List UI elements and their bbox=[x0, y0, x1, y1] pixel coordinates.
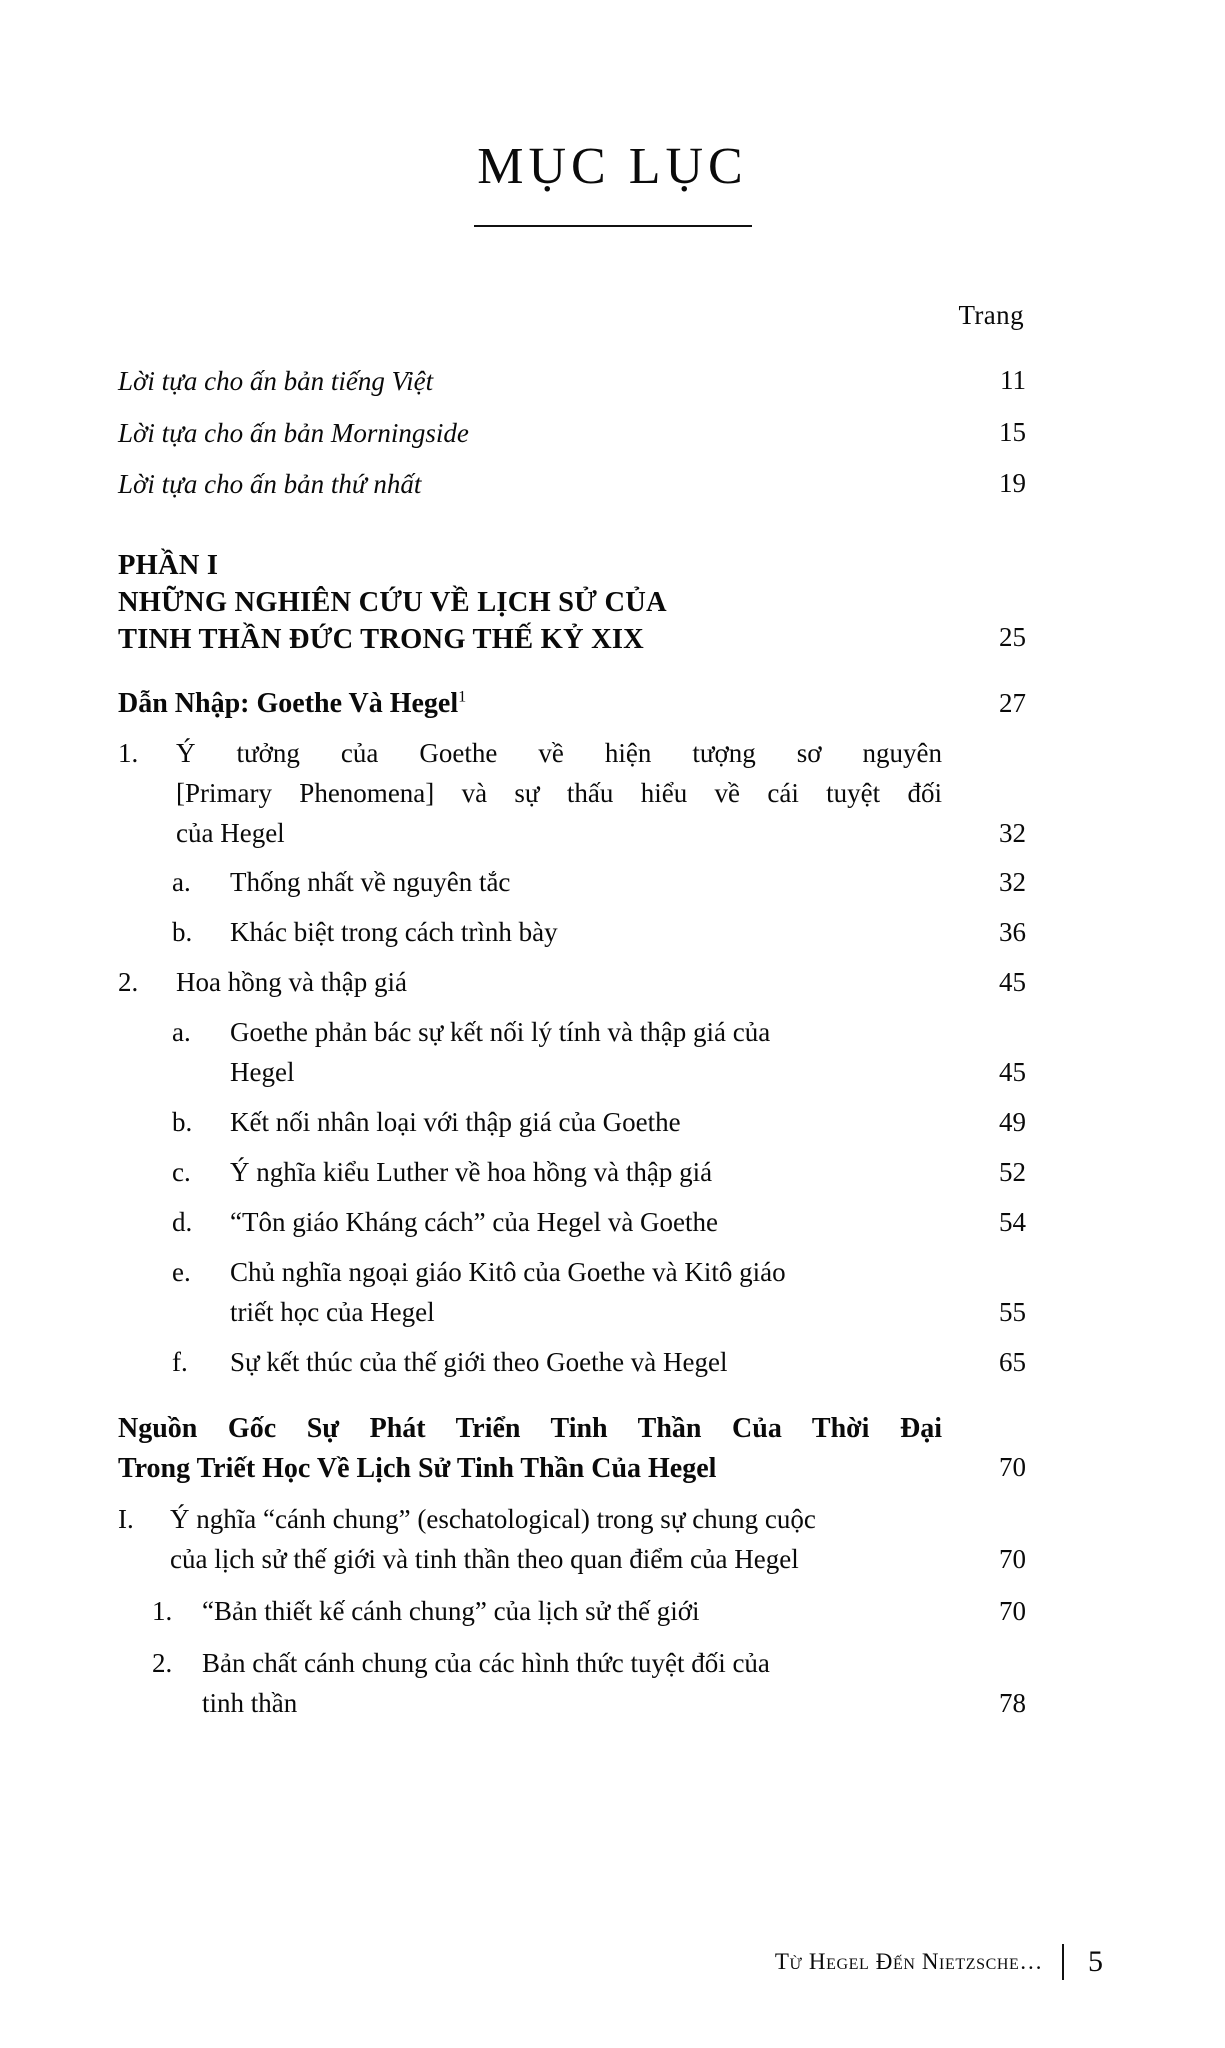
toc-item-text: Thống nhất về nguyên tắc bbox=[230, 867, 511, 898]
toc-item-marker: 2. bbox=[118, 967, 139, 998]
toc-item-marker: b. bbox=[172, 917, 193, 948]
toc-entry-page: 15 bbox=[999, 416, 1026, 447]
page-column-header: Trang bbox=[958, 300, 1024, 330]
toc-chapter-origins[interactable] bbox=[118, 1409, 1026, 1489]
toc-part-label bbox=[118, 547, 968, 658]
toc-entry-front-1[interactable] bbox=[118, 361, 1026, 402]
toc-item-text: “Tôn giáo Kháng cách” của Hegel và Goethe bbox=[230, 1207, 719, 1238]
toc-entry-page: 11 bbox=[1000, 365, 1026, 395]
toc-item-I-1[interactable] bbox=[118, 1592, 1026, 1632]
toc-item-page: 70 bbox=[999, 1596, 1026, 1627]
toc-chapter-page: 70 bbox=[999, 1452, 1026, 1483]
toc-item-I-2[interactable] bbox=[118, 1644, 1026, 1724]
toc-item-page: 65 bbox=[999, 1346, 1026, 1377]
toc-item-2c[interactable] bbox=[118, 1153, 1026, 1193]
toc-entry-label: Lời tựa cho ấn bản thứ nhất bbox=[118, 469, 422, 499]
toc-item-label bbox=[118, 1343, 968, 1383]
toc-chapter-page: 27 bbox=[999, 687, 1026, 718]
toc-part-page: 25 bbox=[999, 621, 1026, 652]
toc-item-marker: I. bbox=[118, 1504, 134, 1535]
toc-item-line-1: Ý nghĩa “cánh chung” (eschatological) trong sự chung cuộc bbox=[170, 1504, 816, 1535]
toc-item-line-2: tinh thần bbox=[202, 1688, 298, 1719]
toc-item-text: Khác biệt trong cách trình bày bbox=[230, 917, 558, 948]
toc-item-line-1: Bản chất cánh chung của các hình thức tuyệt đối của bbox=[202, 1648, 770, 1679]
page-title: MỤC LỤC bbox=[477, 138, 748, 195]
toc-item-text: Ý nghĩa kiểu Luther về hoa hồng và thập giá bbox=[230, 1157, 713, 1188]
toc-item-label bbox=[118, 1253, 968, 1333]
toc-entry-label: Lời tựa cho ấn bản Morningside bbox=[118, 417, 469, 448]
toc-item-page: 78 bbox=[999, 1688, 1026, 1719]
toc-item-marker: 1. bbox=[152, 1596, 173, 1627]
toc-item-text: Sự kết thúc của thế giới theo Goethe và Hegel bbox=[230, 1346, 728, 1377]
toc-item-line-1: Chủ nghĩa ngoại giáo Kitô của Goethe và Kitô giáo bbox=[230, 1257, 786, 1288]
toc-item-page: 55 bbox=[999, 1297, 1026, 1328]
toc-item-page: 32 bbox=[999, 867, 1026, 898]
toc-item-1[interactable] bbox=[118, 734, 1026, 854]
toc-item-page: 45 bbox=[999, 1057, 1026, 1088]
toc-item-page: 32 bbox=[999, 817, 1026, 848]
toc-item-marker: a. bbox=[172, 1017, 191, 1048]
toc-item-line-2: của lịch sử thế giới và tinh thần theo quan điểm của Hegel bbox=[170, 1544, 799, 1575]
toc-item-marker: e. bbox=[172, 1257, 191, 1288]
toc-item-line-3: của Hegel bbox=[176, 817, 285, 848]
toc-part-number: PHẦN I bbox=[118, 549, 219, 581]
toc-item-page: 52 bbox=[999, 1157, 1026, 1188]
toc-entry-label: Lời tựa cho ấn bản tiếng Việt bbox=[118, 366, 434, 396]
footer-page-number: 5 bbox=[1088, 1945, 1103, 1978]
toc-item-label bbox=[118, 963, 968, 1003]
toc-item-2[interactable] bbox=[118, 963, 1026, 1003]
toc-item-label bbox=[118, 1153, 968, 1193]
toc-item-page: 45 bbox=[999, 967, 1026, 998]
toc-item-2d[interactable] bbox=[118, 1203, 1026, 1243]
toc-item-marker: b. bbox=[172, 1107, 193, 1138]
toc-item-line-1: Goethe phản bác sự kết nối lý tính và thập giá của bbox=[230, 1017, 771, 1048]
toc-item-label bbox=[118, 734, 968, 854]
toc-item-label bbox=[118, 1203, 968, 1243]
toc-item-label bbox=[118, 1500, 968, 1580]
toc-item-label bbox=[118, 1103, 968, 1143]
title-divider bbox=[474, 225, 752, 227]
toc-chapter-title: Dẫn Nhập: Goethe Và Hegel bbox=[118, 687, 459, 719]
toc-item-1b[interactable] bbox=[118, 913, 1026, 953]
toc-item-label bbox=[118, 913, 968, 953]
toc-item-label bbox=[118, 1592, 968, 1632]
footer-book-title: Từ Hegel Đến Nietzsche… bbox=[774, 1949, 1043, 1974]
toc-entry-front-3[interactable] bbox=[118, 464, 1026, 505]
toc-chapter-label bbox=[118, 1409, 968, 1489]
toc-item-page: 49 bbox=[999, 1107, 1026, 1138]
toc-item-2b[interactable] bbox=[118, 1103, 1026, 1143]
toc-entry-front-2[interactable] bbox=[118, 413, 1026, 454]
toc-item-2a[interactable] bbox=[118, 1013, 1026, 1093]
toc-item-line-2: [Primary Phenomena] và sự thấu hiểu về cái tuyệt đối bbox=[176, 777, 942, 808]
toc-item-marker: 2. bbox=[152, 1648, 173, 1679]
toc-chapter-line-2: Trong Triết Học Về Lịch Sử Tinh Thần Của Hegel bbox=[118, 1452, 717, 1484]
toc-item-line-2: Hegel bbox=[230, 1057, 295, 1088]
toc-item-text: Kết nối nhân loại với thập giá của Goethe bbox=[230, 1107, 681, 1138]
toc-item-I[interactable] bbox=[118, 1500, 1026, 1580]
toc-item-line-1: Ý tưởng của Goethe về hiện tượng sơ nguyên bbox=[176, 737, 942, 768]
toc-item-line-2: triết học của Hegel bbox=[230, 1297, 435, 1328]
toc-item-label bbox=[118, 863, 968, 903]
toc-item-text: “Bản thiết kế cánh chung” của lịch sử thế giới bbox=[202, 1596, 700, 1627]
toc-item-2f[interactable] bbox=[118, 1343, 1026, 1383]
toc-chapter-label bbox=[118, 684, 968, 724]
toc-chapter-intro[interactable] bbox=[118, 684, 1026, 724]
toc-part-heading[interactable] bbox=[118, 547, 1026, 658]
toc-item-label bbox=[118, 1013, 968, 1093]
toc-item-2e[interactable] bbox=[118, 1253, 1026, 1333]
footnote-marker[interactable]: 1 bbox=[458, 687, 467, 706]
toc-entry-page: 19 bbox=[999, 468, 1026, 498]
toc-item-page: 54 bbox=[999, 1207, 1026, 1238]
toc-part-line-1: NHỮNG NGHIÊN CỨU VỀ LỊCH SỬ CỦA bbox=[118, 586, 667, 618]
toc-chapter-line-1: Nguồn Gốc Sự Phát Triển Tinh Thần Của Thời Đại bbox=[118, 1412, 942, 1444]
toc-item-marker: d. bbox=[172, 1207, 193, 1238]
toc-content bbox=[118, 300, 1026, 1734]
toc-item-marker: a. bbox=[172, 867, 191, 898]
toc-item-marker: f. bbox=[172, 1346, 188, 1377]
toc-item-marker: 1. bbox=[118, 737, 139, 768]
toc-item-page: 36 bbox=[999, 917, 1026, 948]
page-footer bbox=[0, 1944, 1225, 1980]
toc-part-line-2: TINH THẦN ĐỨC TRONG THẾ KỶ XIX bbox=[118, 623, 644, 655]
toc-item-page: 70 bbox=[999, 1544, 1026, 1575]
toc-item-marker: c. bbox=[172, 1157, 191, 1188]
footer-divider bbox=[1062, 1944, 1064, 1980]
toc-item-1a[interactable] bbox=[118, 863, 1026, 903]
toc-item-text: Hoa hồng và thập giá bbox=[176, 967, 407, 998]
toc-item-label bbox=[118, 1644, 968, 1724]
